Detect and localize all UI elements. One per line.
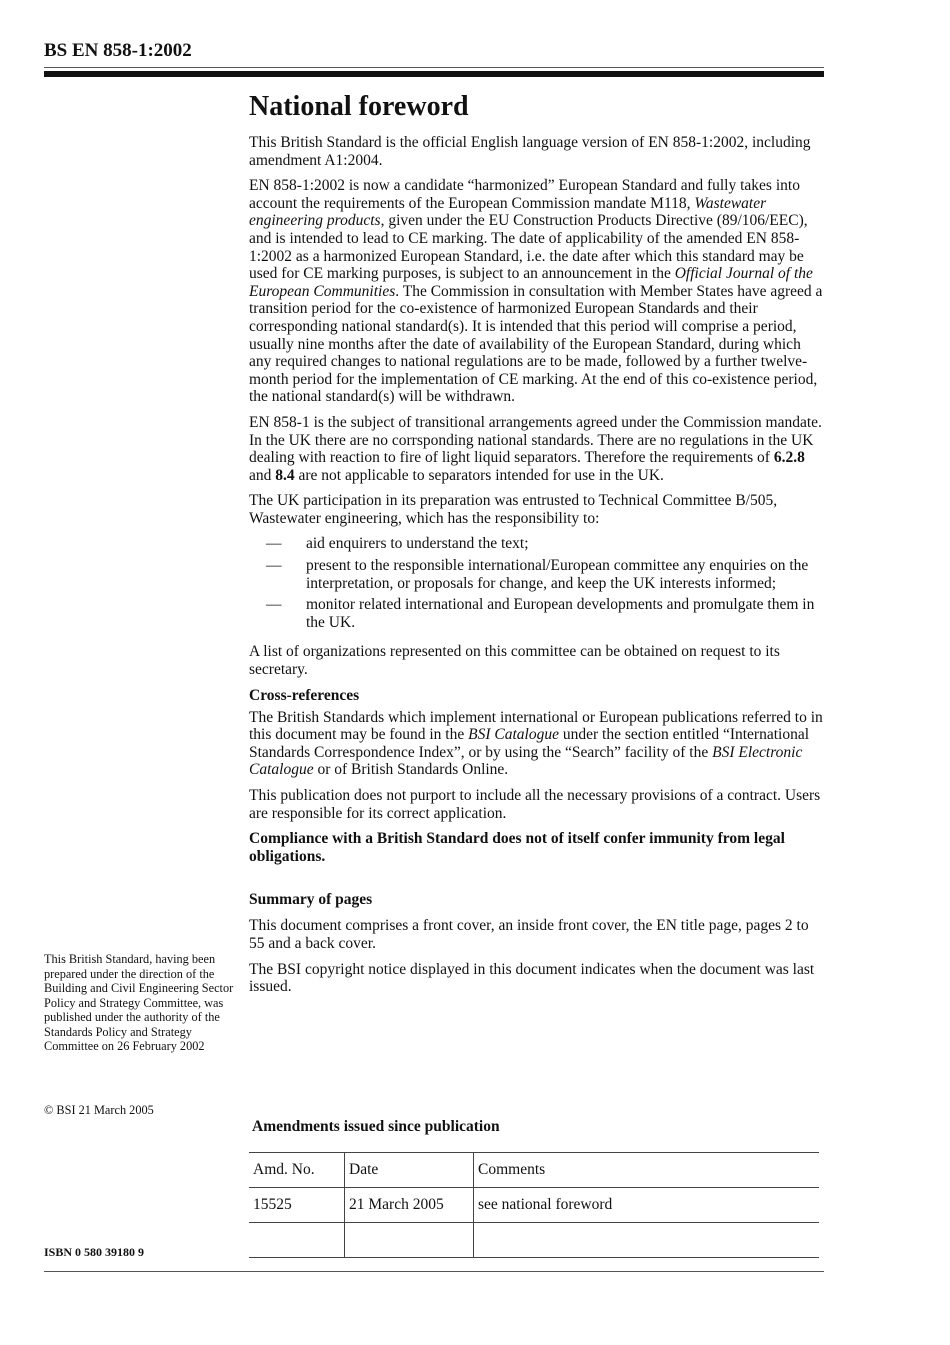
amendments-table — [249, 1152, 819, 1258]
header-cell: Comments — [474, 1153, 820, 1188]
responsibility-list — [249, 535, 827, 631]
document-id: BS EN 858-1:2002 — [44, 40, 192, 61]
table-cell — [345, 1223, 474, 1258]
summary-paragraph: This document comprises a front cover, an inside front cover, the EN title page, pages 2 to 55 and a back cover. — [249, 917, 809, 952]
foreword-body — [249, 90, 827, 1004]
list-item: — monitor related international and European developments and promulgate them in the UK. — [266, 596, 815, 631]
table-cell: 15525 — [249, 1188, 345, 1223]
summary-heading: Summary of pages — [249, 891, 373, 909]
header-cell: Date — [345, 1153, 474, 1188]
table-cell — [474, 1223, 820, 1258]
table-cell: 21 March 2005 — [345, 1188, 474, 1223]
table-row — [249, 1223, 819, 1258]
isbn: ISBN 0 580 39180 9 — [44, 1245, 145, 1259]
crossref-heading: Cross-references — [249, 686, 360, 704]
table-header-row — [249, 1153, 819, 1188]
copyright-line: © BSI 21 March 2005 — [44, 1103, 154, 1117]
table-cell — [249, 1223, 345, 1258]
table-row — [249, 1188, 819, 1223]
header-rule-thin — [44, 67, 824, 68]
table-cell: see national foreword — [474, 1188, 820, 1223]
page-title: National foreword — [249, 91, 469, 122]
committee-paragraph: The UK participation in its preparation was entrusted to Technical Committee B/505, Wastewater engineering, which has the responsibility to: — [249, 492, 778, 527]
crossref-paragraph: The British Standards which implement international or European publications referred to in this document may be found in the BSI Catalogue under the section entitled “International Standards Correspondence Index”, or by using the “Search” facility of the BSI Electronic Catalogue or of British Standards Online. — [249, 708, 823, 779]
header-rule-thick — [44, 71, 824, 77]
list-item: — present to the responsible international/European committee any enquiries on the interpretation, or proposals for change, and keep the UK interests informed; — [266, 557, 809, 592]
authority-note: This British Standard, having been prepared under the direction of the Building and Civil Engineering Sector Policy and Strategy Committee, was published under the authority of the Standards Policy and Strategy Committee on 26 February 2002 — [44, 952, 234, 1053]
copyright-notice-paragraph: The BSI copyright notice displayed in this document indicates when the document was last issued. — [249, 960, 815, 996]
intro-paragraph: This British Standard is the official English language version of EN 858-1:2002, including amendment A1:2004. — [249, 134, 811, 169]
footer-rule — [44, 1271, 824, 1272]
list-item: — aid enquirers to understand the text; — [266, 535, 529, 553]
provisions-paragraph: This publication does not purport to include all the necessary provisions of a contract. Users are responsible for its correct application. — [249, 787, 821, 822]
compliance-statement: Compliance with a British Standard does not of itself confer immunity from legal obligations. — [249, 830, 785, 865]
organizations-paragraph: A list of organizations represented on this committee can be obtained on request to its secretary. — [249, 643, 780, 679]
amendments-title: Amendments issued since publication — [252, 1118, 500, 1135]
header-cell: Amd. No. — [249, 1153, 345, 1188]
transitional-paragraph: EN 858-1 is the subject of transitional arrangements agreed under the Commission mandate. In the UK there are no corrsponding national standards. There are no regulations in the UK dealing with reaction to fire of light liquid separators. Therefore the requirements of 6.2.8 and 8.4 are not applicable to separators intended for use in the UK. — [249, 413, 822, 484]
harmonization-paragraph: EN 858-1:2002 is now a candidate “harmonized” European Standard and fully takes into account the requirements of the European Commission mandate M118, Wastewater engineering products, given under the EU Construction Products Directive (89/106/EEC), and is intended to lead to CE marking. The date of applicability of the amended EN 858-1:2002 as a harmonized European Standard, i.e. the date after which this standard may be used for CE marking purposes, is subject to an announcement in the Official Journal of the European Communities. The Commission in consultation with Member States have agreed a transition period for the co-existence of harmonized European Standards and their corresponding national standard(s). It is intended that this period will comprise a period, usually nine months after the date of availability of the European Standard, during which any required changes to national regulations are to be made, followed by a further twelve-month period for the implementation of CE marking. At the end of this co-existence period, the national standard(s) will be withdrawn. — [249, 177, 823, 406]
